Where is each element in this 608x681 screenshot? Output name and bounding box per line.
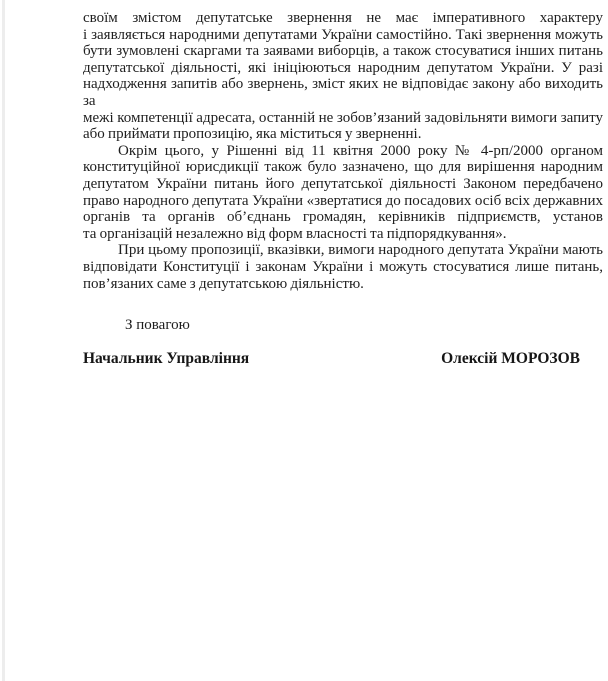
text-line: бути зумовлені скаргами та заявами виборців, а також стосуватися інших питань [83, 43, 603, 60]
signature-name: Олексій МОРОЗОВ [441, 349, 580, 367]
text-line: і заявляється народними депутатами України самостійно. Такі звернення можуть [83, 26, 603, 43]
text-line: депутатом України питань його депутатської діяльності Законом передбачено [83, 175, 603, 192]
text-line: межі компетенції адресата, останній не зобов’язаний задовільняти вимоги запиту [83, 109, 603, 126]
paragraph [83, 10, 603, 143]
paragraph [83, 242, 603, 292]
signature-position: Начальник Управління [83, 349, 250, 367]
text-line: При цьому пропозиції, вказівки, вимоги народного депутата України мають [118, 242, 603, 259]
text-line: Окрім цього, у Рішенні від 11 квітня 2000 року № 4-рп/2000 органом [118, 142, 603, 159]
closing-salutation: З повагою [125, 317, 190, 334]
text-line: надходження запитів або звернень, зміст яких не відповідає закону або виходить за [83, 76, 603, 109]
text-line: право народного депутата України «звертатися до посадових осіб всіх державних [83, 192, 603, 209]
page-left-scan-edge [2, 0, 5, 681]
text-line: та організацій незалежно від форм власності та підпорядкування». [83, 225, 507, 242]
signature-row [83, 351, 603, 368]
text-line: відповідати Конституції і законам України і можуть стосуватися лише питань, [83, 258, 603, 275]
text-line: органів та органів об’єднань громадян, керівників підприємств, установ [83, 209, 603, 226]
text-line: своїм змістом депутатське звернення не має імперативного характеру [83, 10, 603, 26]
paragraph [83, 143, 603, 243]
letter-body [83, 10, 603, 367]
paragraphs-container [83, 10, 603, 292]
text-line: пов’язаних саме з депутатською діяльністю. [83, 275, 364, 292]
text-line: депутатської діяльності, які ініціюються народним депутатом України. У разі [83, 59, 603, 76]
text-line: конституційної юрисдикції також було зазначено, що для вирішення народним [83, 159, 603, 176]
text-line: або приймати пропозицію, яка міститься у зверненні. [83, 126, 422, 143]
